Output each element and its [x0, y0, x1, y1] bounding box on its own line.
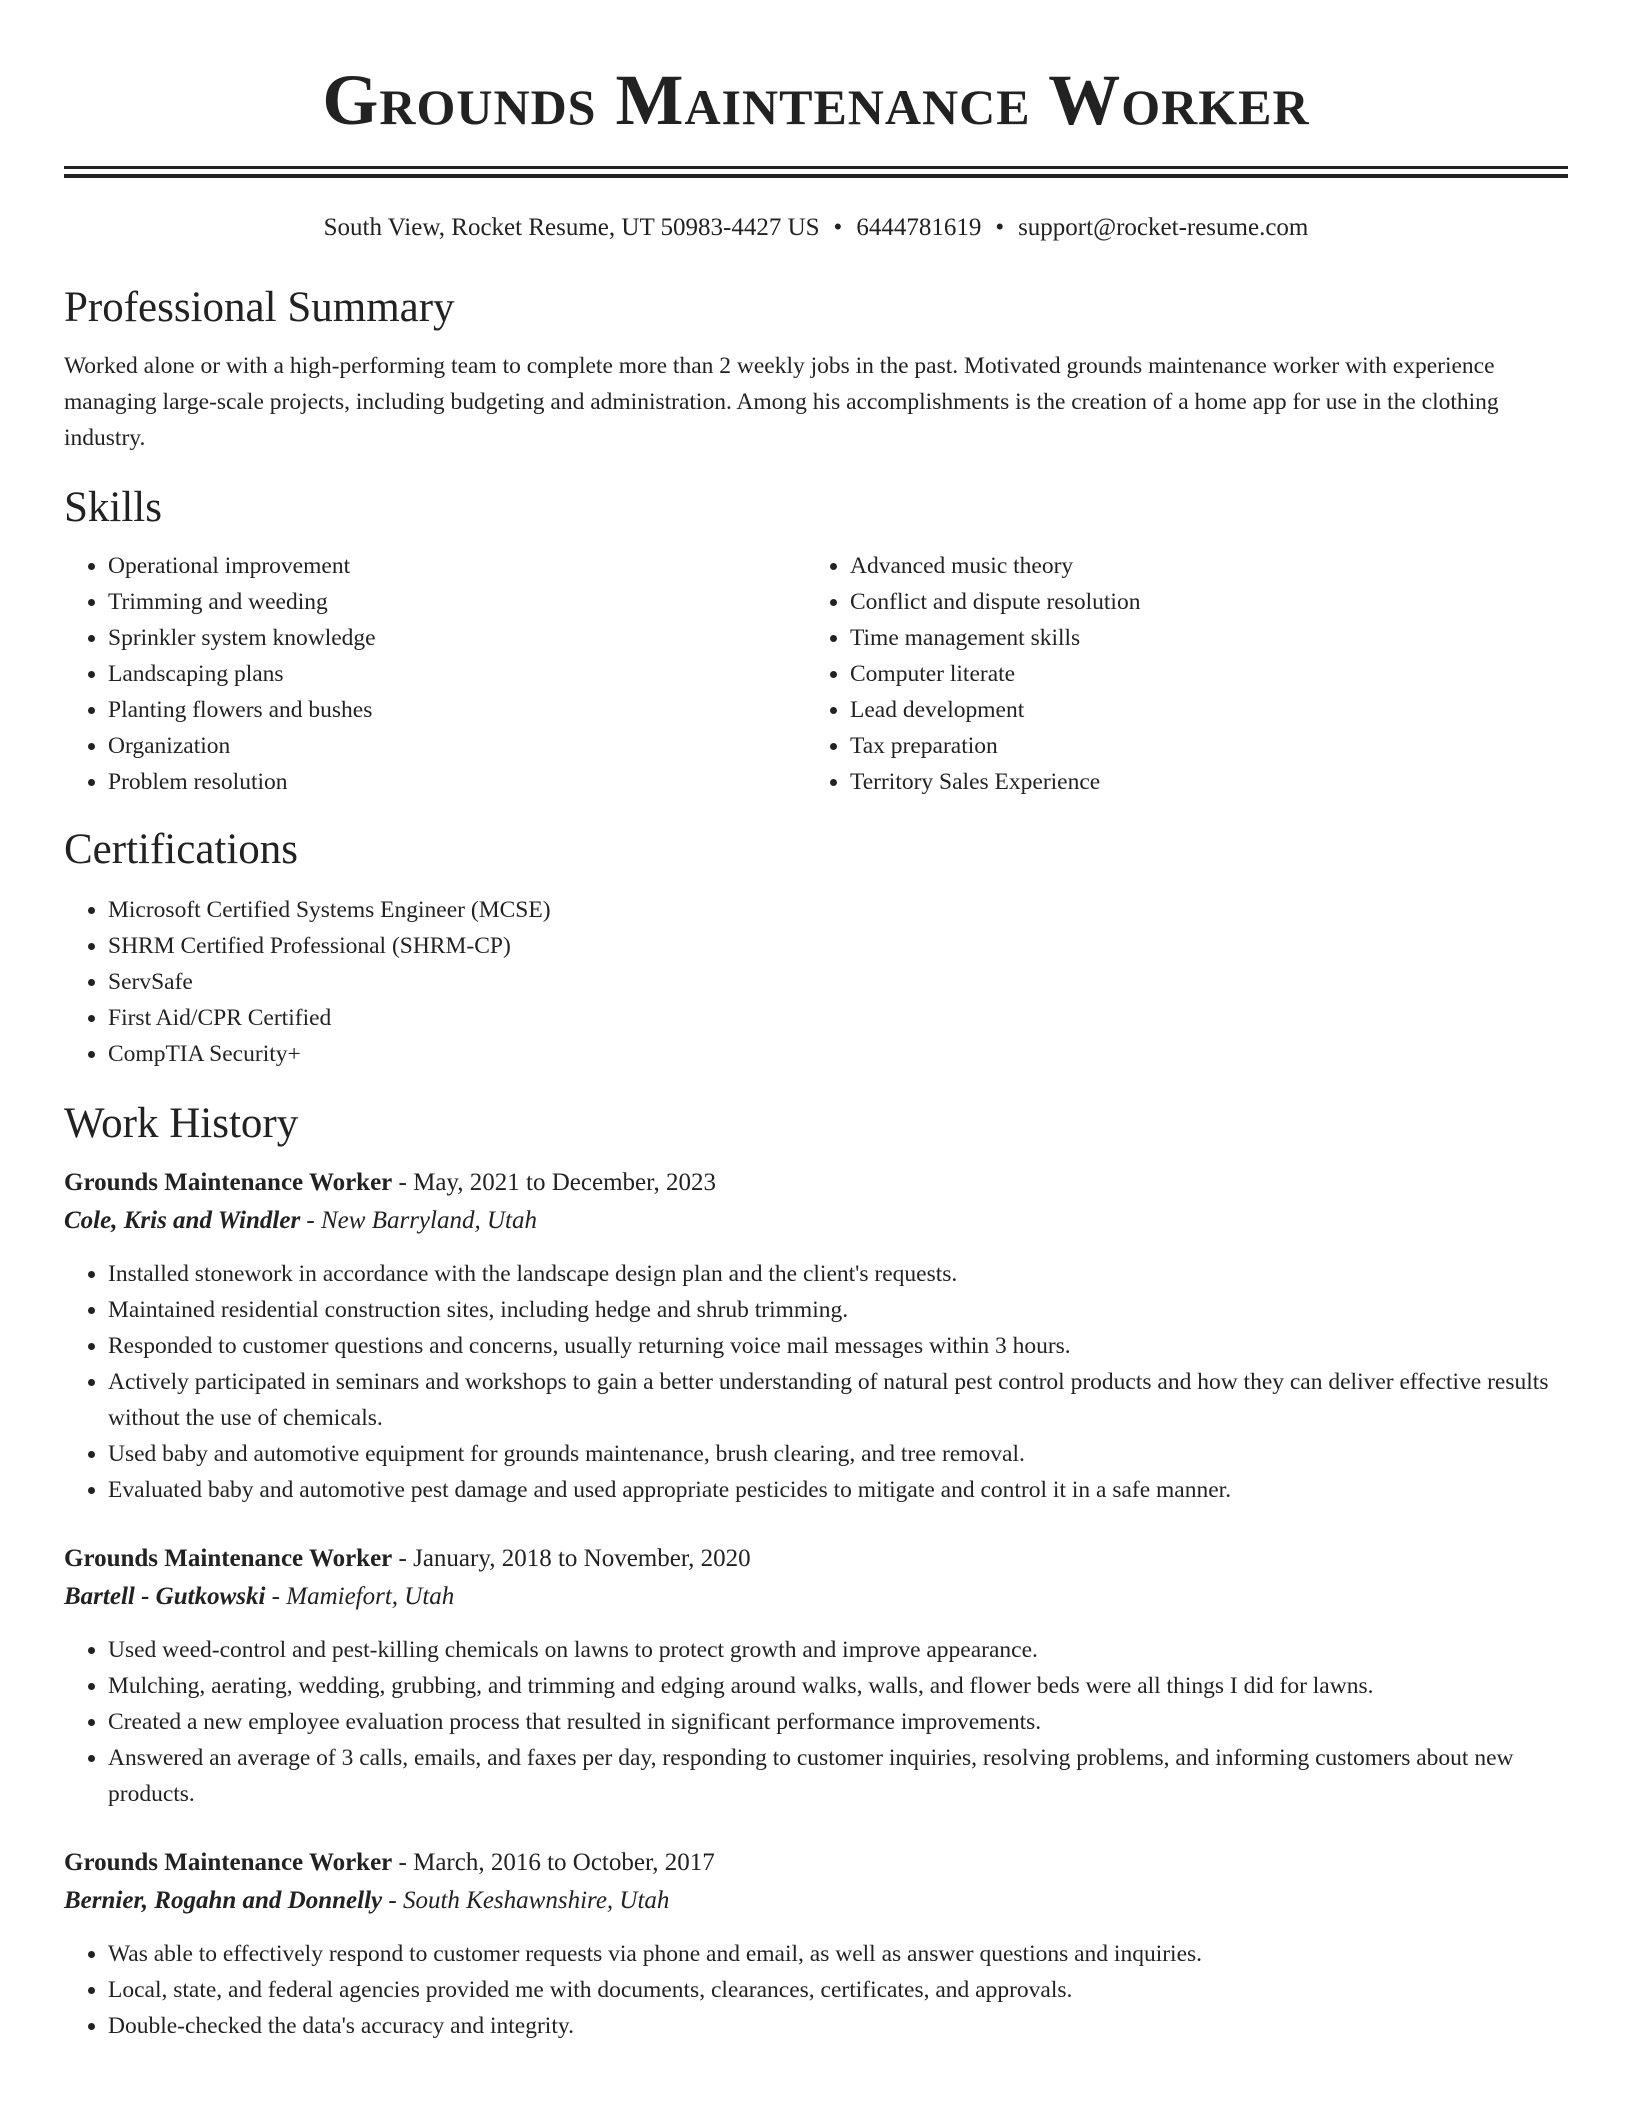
skill-item: • Sprinkler system knowledge [108, 620, 806, 656]
job-bullet: • Created a new employee evaluation process that resulted in significant performance improvements. [108, 1704, 1568, 1740]
skill-item: • Planting flowers and bushes [108, 692, 806, 728]
job-bullet: • Was able to effectively respond to customer requests via phone and email, as well as answer questions and inquiries. [108, 1936, 1568, 1972]
skill-item: • Advanced music theory [850, 548, 1548, 584]
skill-item: • Tax preparation [850, 728, 1548, 764]
job-company-line [64, 1882, 1568, 1920]
certification-item: • First Aid/CPR Certified [108, 1000, 1568, 1036]
job-bullet: • Maintained residential construction sites, including hedge and shrub trimming. [108, 1292, 1568, 1328]
job-company: Bartell - Gutkowski [64, 1583, 266, 1610]
skill-item: • Trimming and weeding [108, 584, 806, 620]
skill-item: • Problem resolution [108, 764, 806, 800]
certification-item: • ServSafe [108, 964, 1568, 1000]
job-bullet: • Local, state, and federal agencies provided me with documents, clearances, certificates, and approvals. [108, 1972, 1568, 2008]
section-heading-certifications: Certifications [64, 826, 299, 873]
job-location: - South Keshawnshire, Utah [382, 1887, 670, 1914]
resume-name-title: Grounds Maintenance Worker [322, 60, 1310, 140]
certification-item: • SHRM Certified Professional (SHRM-CP) [108, 928, 1568, 964]
skills-grid [64, 548, 1568, 800]
job-title: Grounds Maintenance Worker [64, 1545, 393, 1572]
skill-item: • Territory Sales Experience [850, 764, 1548, 800]
contact-separator: • [995, 214, 1005, 241]
job-location: - New Barryland, Utah [300, 1207, 537, 1234]
contact-line [64, 212, 1568, 244]
job-bullets [64, 1632, 1568, 1812]
skill-item: • Landscaping plans [108, 656, 806, 692]
job-company-line [64, 1578, 1568, 1616]
certifications-list [64, 892, 1568, 1072]
job-title: Grounds Maintenance Worker [64, 1849, 393, 1876]
job-bullet: • Answered an average of 3 calls, emails, and faxes per day, responding to customer inquiries, resolving problems, and informing customers about new products. [108, 1740, 1568, 1812]
job-company: Cole, Kris and Windler [64, 1207, 301, 1234]
skill-item: • Time management skills [850, 620, 1548, 656]
certification-item: • CompTIA Security+ [108, 1036, 1568, 1072]
skill-item: • Conflict and dispute resolution [850, 584, 1548, 620]
job-company: Bernier, Rogahn and Donnelly [64, 1887, 383, 1914]
skills-list-right [806, 548, 1548, 800]
contact-address: South View, Rocket Resume, UT 50983-4427 US [323, 214, 820, 241]
job-title-line [64, 1844, 1568, 1882]
job-dates: - May, 2021 to December, 2023 [392, 1169, 716, 1196]
summary-paragraph: Worked alone or with a high-performing team to complete more than 2 weekly jobs in the past. Motivated grounds maintenance worker with experience managing large-scale projects, including budgeting and administration. Among his accomplishments is the creation of a home app for use in the clothing industry. [64, 353, 1499, 451]
job-bullets [64, 1936, 1568, 2044]
job-title-line [64, 1164, 1568, 1202]
job-entry [64, 1164, 1568, 1508]
job-bullet: • Actively participated in seminars and workshops to gain a better understanding of natural pest control products and how they can deliver effective results without the use of chemicals. [108, 1364, 1568, 1436]
job-bullet: • Evaluated baby and automotive pest damage and used appropriate pesticides to mitigate and control it in a safe manner. [108, 1472, 1568, 1508]
title-double-rule [64, 166, 1568, 178]
section-heading-work-history: Work History [64, 1100, 299, 1147]
section-heading-summary: Professional Summary [64, 284, 455, 331]
section-heading-skills: Skills [64, 484, 162, 531]
skills-list-left [64, 548, 806, 800]
job-bullets [64, 1256, 1568, 1508]
job-bullet: • Installed stonework in accordance with the landscape design plan and the client's requests. [108, 1256, 1568, 1292]
skill-item: • Organization [108, 728, 806, 764]
job-dates: - March, 2016 to October, 2017 [392, 1849, 715, 1876]
job-entry [64, 1540, 1568, 1812]
job-dates: - January, 2018 to November, 2020 [392, 1545, 751, 1572]
certification-item: • Microsoft Certified Systems Engineer (MCSE) [108, 892, 1568, 928]
job-location: - Mamiefort, Utah [265, 1583, 455, 1610]
skill-item: • Operational improvement [108, 548, 806, 584]
job-bullet: • Mulching, aerating, wedding, grubbing, and trimming and edging around walks, walls, and flower beds were all things I did for lawns. [108, 1668, 1568, 1704]
job-title-line [64, 1540, 1568, 1578]
skills-column-right [806, 548, 1548, 800]
job-company-line [64, 1202, 1568, 1240]
job-bullet: • Used baby and automotive equipment for grounds maintenance, brush clearing, and tree removal. [108, 1436, 1568, 1472]
contact-phone: 6444781619 [856, 214, 982, 241]
job-bullet: • Double-checked the data's accuracy and integrity. [108, 2008, 1568, 2044]
contact-email: support@rocket-resume.com [1018, 214, 1309, 241]
job-title: Grounds Maintenance Worker [64, 1169, 393, 1196]
job-bullet: • Used weed-control and pest-killing chemicals on lawns to protect growth and improve appearance. [108, 1632, 1568, 1668]
skills-column-left [64, 548, 806, 800]
job-bullet: • Responded to customer questions and concerns, usually returning voice mail messages within 3 hours. [108, 1328, 1568, 1364]
skill-item: • Computer literate [850, 656, 1548, 692]
skill-item: • Lead development [850, 692, 1548, 728]
job-entry [64, 1844, 1568, 2044]
contact-separator: • [833, 214, 843, 241]
